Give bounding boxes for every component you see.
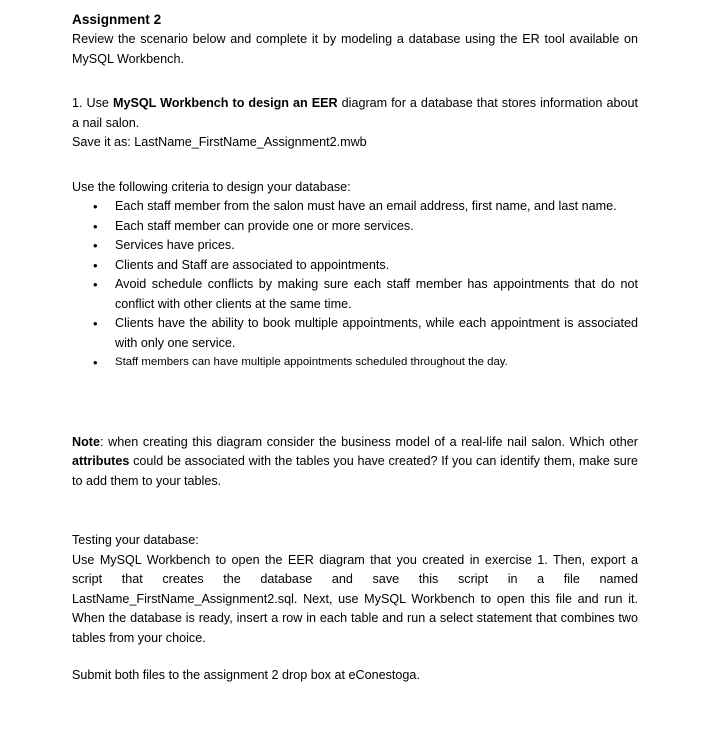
criteria-list: [72, 197, 638, 373]
bullet-icon: •: [93, 199, 98, 214]
note-label: Note: [72, 434, 100, 449]
criteria-item: • Each staff member from the salon must have an email address, first name, and last name.: [115, 197, 638, 217]
attributes-bold: attributes: [72, 454, 130, 468]
criteria-item: • Avoid schedule conflicts by making sure each staff member has appointments that do not conflict with other clients at the same time.: [93, 277, 638, 311]
task-1-bold: MySQL Workbench to design an: [112, 96, 308, 110]
bullet-icon: •: [93, 238, 98, 253]
bullet-icon: •: [93, 218, 98, 234]
criteria-item: • Staff members can have multiple appointments scheduled throughout the day.: [115, 353, 638, 373]
task-1-paragraph: [72, 94, 638, 133]
assignment-title: Assignment 2: [72, 12, 162, 27]
task-1-prefix: 1. Use: [72, 96, 113, 110]
bullet-icon: •: [93, 277, 98, 292]
note-paragraph: Note: when creating this diagram consider the business model of a real-life nail salon. Which other attributes could be associated with the tables you have created? If you can identify them, make sure to add them to your tables.: [72, 434, 638, 488]
criteria-item: • Services have prices.: [115, 236, 638, 256]
task-1-suffix: diagram for a database that stores information about a nail salon.: [72, 96, 638, 130]
criteria-item: • Clients and Staff are associated to appointments.: [115, 256, 638, 276]
task-1-eer: EER: [307, 96, 338, 110]
criteria-item: • Clients have the ability to book multiple appointments, while each appointment is associated with only one service.: [93, 316, 638, 350]
submit-line: Submit both files to the assignment 2 drop box at eConestoga.: [72, 668, 420, 682]
criteria-item: • Each staff member can provide one or more services.: [115, 217, 638, 237]
testing-paragraph: Use MySQL Workbench to open the EER diagram that you created in exercise 1. Then, export a script that creates the database and save this script in a file named LastName_FirstName_Assignment2.sql. Next, use MySQL Workbench to open this file and run it. When the database is ready, insert a row in each table and run a select statement that combines two tables from your choice.: [72, 552, 638, 645]
intro-paragraph: Review the scenario below and complete it by modeling a database using the ER tool available on MySQL Workbench.: [72, 32, 638, 66]
document-page: [72, 9, 638, 686]
bullet-icon: •: [93, 316, 98, 331]
bullet-icon: •: [93, 355, 98, 370]
criteria-heading: Use the following criteria to design your database:: [72, 179, 351, 194]
bullet-icon: •: [93, 257, 98, 273]
save-as-line: Save it as: LastName_FirstName_Assignment2.mwb: [72, 135, 367, 149]
testing-heading: Testing your database:: [72, 533, 199, 547]
